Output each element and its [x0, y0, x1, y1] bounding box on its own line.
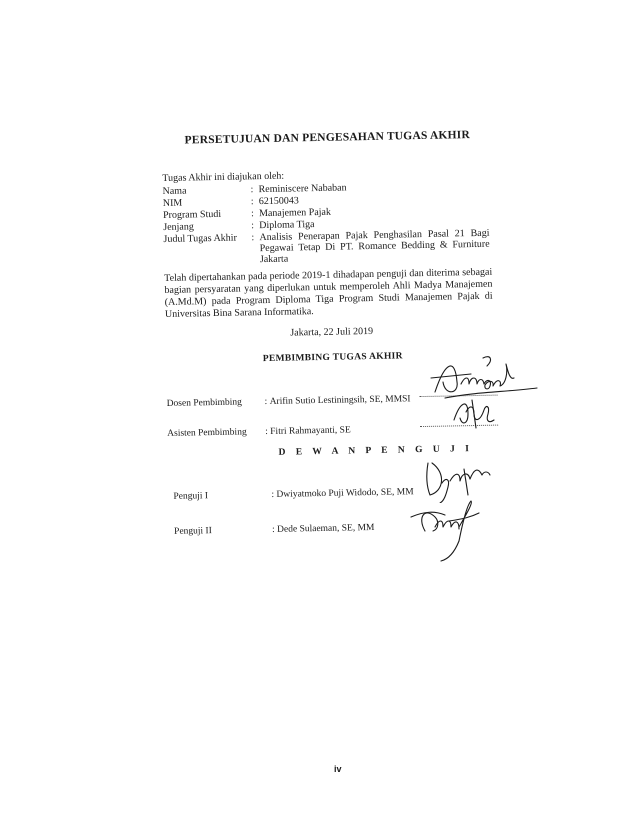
intro-text: Tugas Akhir ini diajukan oleh:	[162, 170, 285, 184]
person-name: Arifin Sutio Lestiningsih, SE, MMSI	[269, 394, 411, 407]
role-label: Asisten Pembimbing	[167, 427, 247, 439]
person-name: Dwiyatmoko Puji Widodo, SE, MM	[276, 487, 414, 500]
field-label: Nama	[162, 185, 187, 197]
field-value: Analisis Penerapan Pajak Penghasilan Pasal 21 Bagi Pegawai Tetap Di PT. Romance Bedding & Furniture Jakarta	[259, 227, 490, 266]
field-label: NIM	[162, 197, 183, 209]
field-row-judul: Judul Tugas Akhir : Analisis Penerapan Pajak Penghasilan Pasal 21 Bagi Pegawai Tetap Di PT. Romance Bedding & Furniture Jakarta	[163, 227, 490, 266]
approval-paragraph: Telah dipertahankan pada periode 2019-1 dihadapan penguji dan diterima sebagai bagian persyaratan yang diperlukan untuk memperoleh Ahli Madya Manajemen (A.Md.M) pada Program Diploma Tiga Program Studi Manajemen Pajak di Universitas Bina Sarana Informatika.	[164, 266, 493, 320]
field-label: Judul Tugas Akhir	[163, 232, 237, 245]
role-label: Dosen Pembimbing	[166, 397, 242, 409]
signature-asisten-pembimbing	[448, 392, 498, 432]
dosen-pembimbing-row: Dosen Pembimbing : Arifin Sutio Lestiningsih, SE, MMSI	[166, 394, 411, 409]
field-row-program-studi: Program Studi : Manajemen Pajak	[162, 206, 332, 221]
field-value: Manajemen Pajak	[258, 206, 332, 220]
penguji-2-row: Penguji II : Dede Sulaeman, SE, MM	[174, 522, 375, 537]
role-label: Penguji II	[174, 526, 212, 537]
field-row-nim: NIM : 62150043	[162, 195, 299, 209]
date-line: Jakarta, 22 Juli 2019	[290, 325, 374, 339]
pembimbing-heading: PEMBIMBING TUGAS AKHIR	[262, 351, 403, 365]
field-value: Diploma Tiga	[259, 219, 315, 232]
role-label: Penguji I	[173, 491, 209, 502]
asisten-pembimbing-row: Asisten Pembimbing : Fitri Rahmayanti, SE	[167, 425, 351, 439]
person-name: Dede Sulaeman, SE, MM	[277, 522, 375, 535]
signature-penguji-2	[405, 497, 485, 563]
field-label: Program Studi	[162, 208, 222, 221]
signature-penguji-1	[420, 455, 500, 503]
field-value: 62150043	[258, 195, 299, 208]
field-row-nama: Nama : Reminiscere Nababan	[162, 182, 347, 197]
field-row-jenjang: Jenjang : Diploma Tiga	[163, 219, 315, 233]
person-name: Fitri Rahmayanti, SE	[270, 425, 351, 437]
field-label: Jenjang	[163, 221, 194, 233]
page-number: iv	[334, 764, 342, 774]
field-value: Reminiscere Nababan	[258, 182, 347, 196]
penguji-heading: D E W A N P E N G U J I	[278, 444, 474, 458]
page-title: PERSETUJUAN DAN PENGESAHAN TUGAS AKHIR	[184, 129, 471, 147]
penguji-1-row: Penguji I : Dwiyatmoko Puji Widodo, SE, MM	[173, 487, 414, 502]
